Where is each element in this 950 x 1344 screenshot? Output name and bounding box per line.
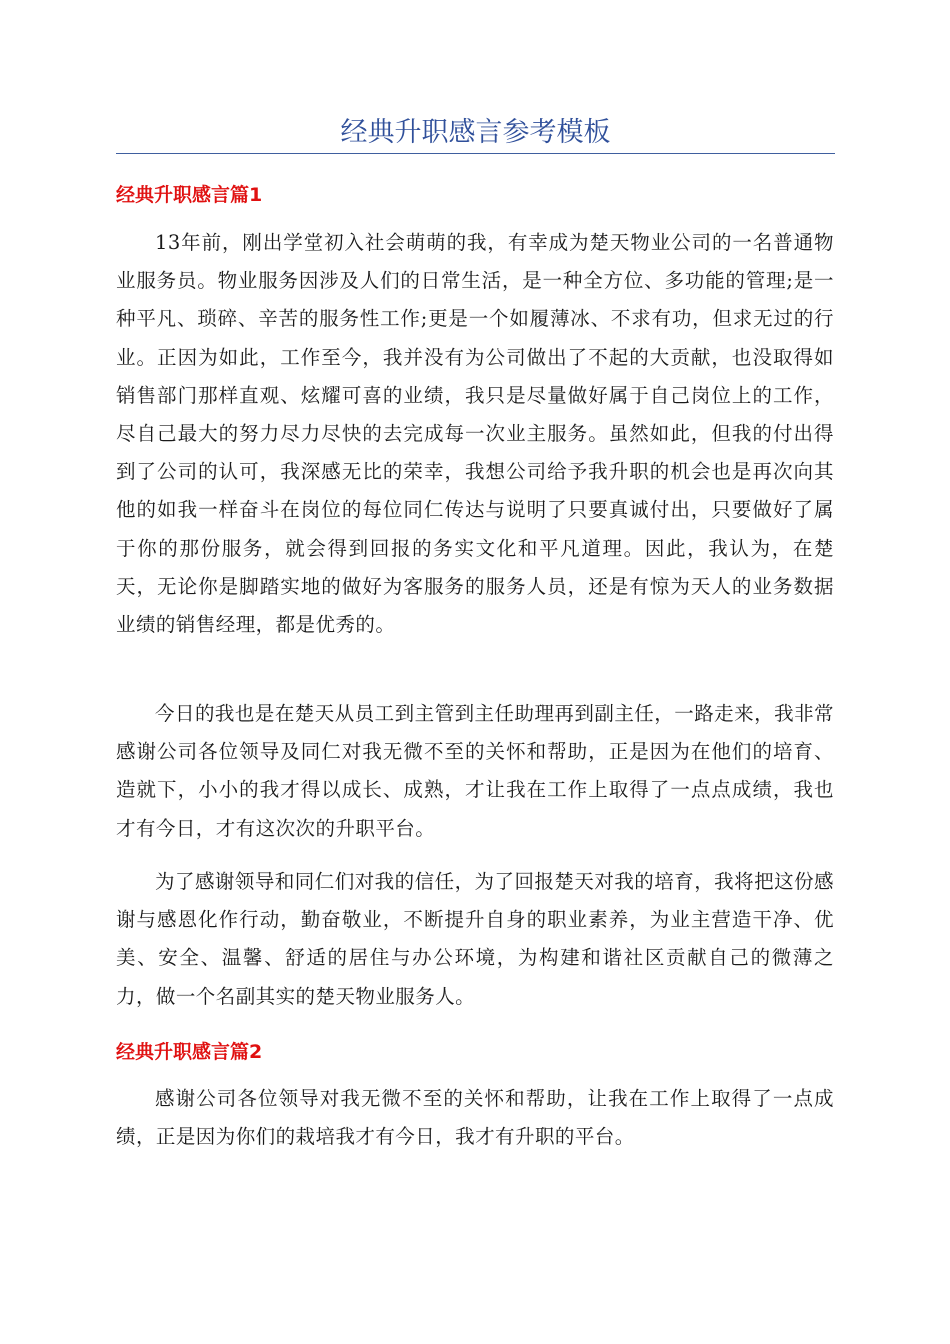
title-underline: [116, 153, 835, 154]
section-1-paragraph-1: 13年前，刚出学堂初入社会萌萌的我，有幸成为楚天物业公司的一名普通物业服务员。物业服务因涉及人们的日常生活，是一种全方位、多功能的管理;是一种平凡、琐碎、辛苦的服务性工作;更是一个如履薄冰、不求有功，但求无过的行业。正因为如此，工作至今，我并没有为公司做出了不起的大贡献，也没取得如销售部门那样直观、炫耀可喜的业绩，我只是尽量做好属于自己岗位上的工作，尽自己最大的努力尽力尽快的去完成每一次业主服务。虽然如此，但我的付出得到了公司的认可，我深感无比的荣幸，我想公司给予我升职的机会也是再次向其他的如我一样奋斗在岗位的每位同仁传达与说明了只要真诚付出，只要做好了属于你的那份服务，就会得到回报的务实文化和平凡道理。因此，我认为，在楚天，无论你是脚踏实地的做好为客服务的服务人员，还是有惊为天人的业务数据业绩的销售经理，都是优秀的。: [116, 231, 834, 637]
section-2-heading: 经典升职感言篇2: [116, 1041, 263, 1063]
section-1-heading: 经典升职感言篇1: [116, 184, 263, 206]
section-2-paragraph-1: 感谢公司各位领导对我无微不至的关怀和帮助，让我在工作上取得了一点成绩，正是因为你们的栽培我才有今日，我才有升职的平台。: [116, 1087, 834, 1149]
section-1-paragraph-3: 为了感谢领导和同仁们对我的信任，为了回报楚天对我的培育，我将把这份感谢与感恩化作行动，勤奋敬业，不断提升自身的职业素养，为业主营造干净、优美、安全、温馨、舒适的居住与办公环境，为构建和谐社区贡献自己的微薄之力，做一个名副其实的楚天物业服务人。: [116, 870, 834, 1008]
section-1-paragraph-2: 今日的我也是在楚天从员工到主管到主任助理再到副主任，一路走来，我非常感谢公司各位领导及同仁对我无微不至的关怀和帮助，正是因为在他们的培育、造就下，小小的我才得以成长、成熟，才让我在工作上取得了一点点成绩，我也才有今日，才有这次次的升职平台。: [116, 702, 834, 840]
document-title: 经典升职感言参考模板: [340, 117, 611, 148]
